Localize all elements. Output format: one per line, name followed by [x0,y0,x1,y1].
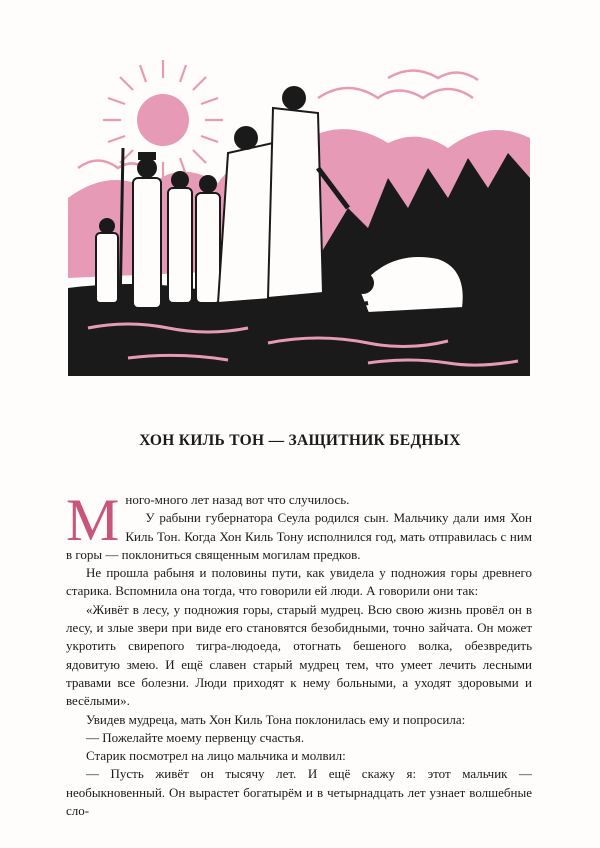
paragraph: — Пусть живёт он тысячу лет. И ещё скажу я: этот мальчик — необыкновенный. Он вырастет богатырём и в четырнадцать лет узнает волшебные сло- [66,766,532,819]
paragraph: У рабыни губернатора Сеула родился сын. Мальчику дали имя Хон Киль Тон. Когда Хон Киль Тону исполнился год, мать отправилась с ним в горы — поклониться священным могилам предков. [66,510,532,562]
drop-cap: М [66,487,120,553]
paragraph: Не прошла рабыня и половины пути, как увидела у подножия горы древнего старика. Вспомнила она тогда, что говорили ей люди. А говорили они так: [66,565,532,599]
paragraph-text: ного-много лет назад вот что случилось. [125,492,350,507]
paragraph: — Пожелайте моему первенцу счастья. [86,729,305,745]
paragraph: Старик посмотрел на лицо мальчика и молвил: [86,748,346,764]
procession-figures [96,148,220,308]
story-text [66,487,532,820]
page-title: ХОН КИЛЬ ТОН — ЗАЩИТНИК БЕДНЫХ [139,432,461,449]
paragraph: Увидев мудреца, мать Хон Киль Тона поклонилась ему и попросила: [86,711,466,727]
illustration [68,58,530,376]
paragraph: «Живёт в лесу, у подножия горы, старый мудрец. Всю свою жизнь провёл он в лесу, и злые звери при виде его становятся безобидными, точно зайчата. Он может укротить свирепого тигра-людоеда, отогнать бешеного волка, обезвредить ядовитую змею. И ещё славен старый мудрец тем, что умеет лечить лесными травами все болезни. Люди приходят к нему больными, а уходят здоровыми и весёлыми». [66,601,532,709]
woodcut-illustration [68,58,530,376]
sun-icon [103,60,223,180]
